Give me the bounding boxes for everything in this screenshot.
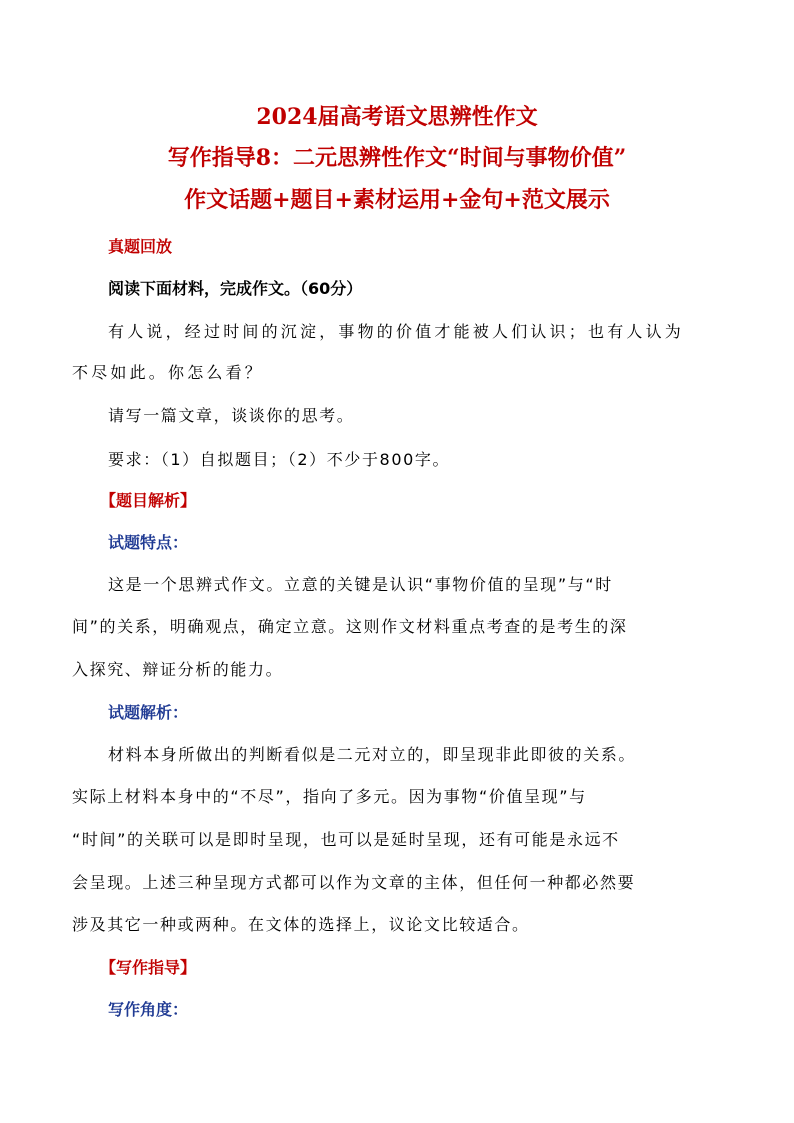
analysis-label: 试题解析： <box>108 703 189 722</box>
material-line-2: 不尽如此。你怎么看？ <box>72 363 265 382</box>
title-line-3: 作文话题+题目+素材运用+金句+范文展示 <box>184 187 610 213</box>
question-task: 请写一篇文章，谈谈你的思考。 <box>108 406 355 425</box>
analysis-line-4: 会呈现。上述三种呈现方式都可以作为文章的主体，但任何一种都必然要 <box>72 873 636 892</box>
feature-label: 试题特点： <box>108 533 189 552</box>
question-requirements: 要求：（1）自拟题目；（2）不少于800字。 <box>108 450 451 469</box>
title-line-2: 写作指导8：二元思辨性作文“时间与事物价值” <box>167 145 627 171</box>
feature-line-2: 间”的关系，明确观点，确定立意。这则作文材料重点考查的是考生的深 <box>72 617 628 636</box>
analysis-line-5: 涉及其它一种或两种。在文体的选择上，议论文比较适合。 <box>72 915 530 934</box>
question-instruction: 阅读下面材料，完成作文。（60分） <box>108 279 363 298</box>
material-line-1: 有人说，经过时间的沉淀，事物的价值才能被人们认识；也有人认为 <box>108 322 685 341</box>
analysis-line-1: 材料本身所做出的判断看似是二元对立的，即呈现非此即彼的关系。 <box>108 745 637 764</box>
analysis-line-3: “时间”的关联可以是即时呈现，也可以是延时呈现，还有可能是永远不 <box>72 830 620 849</box>
analysis-heading: 【题目解析】 <box>100 491 197 510</box>
title-line-1: 2024届高考语文思辨性作文 <box>256 104 538 130</box>
analysis-line-2: 实际上材料本身中的“不尽”，指向了多元。因为事物“价值呈现”与 <box>72 787 587 806</box>
angle-label: 写作角度： <box>108 1000 189 1019</box>
true-question-heading: 真题回放 <box>108 237 173 256</box>
feature-line-1: 这是一个思辨式作文。立意的关键是认识“事物价值的呈现”与“时 <box>108 575 613 594</box>
guidance-heading: 【写作指导】 <box>100 958 197 977</box>
feature-line-3: 入探究、辩证分析的能力。 <box>72 660 284 679</box>
